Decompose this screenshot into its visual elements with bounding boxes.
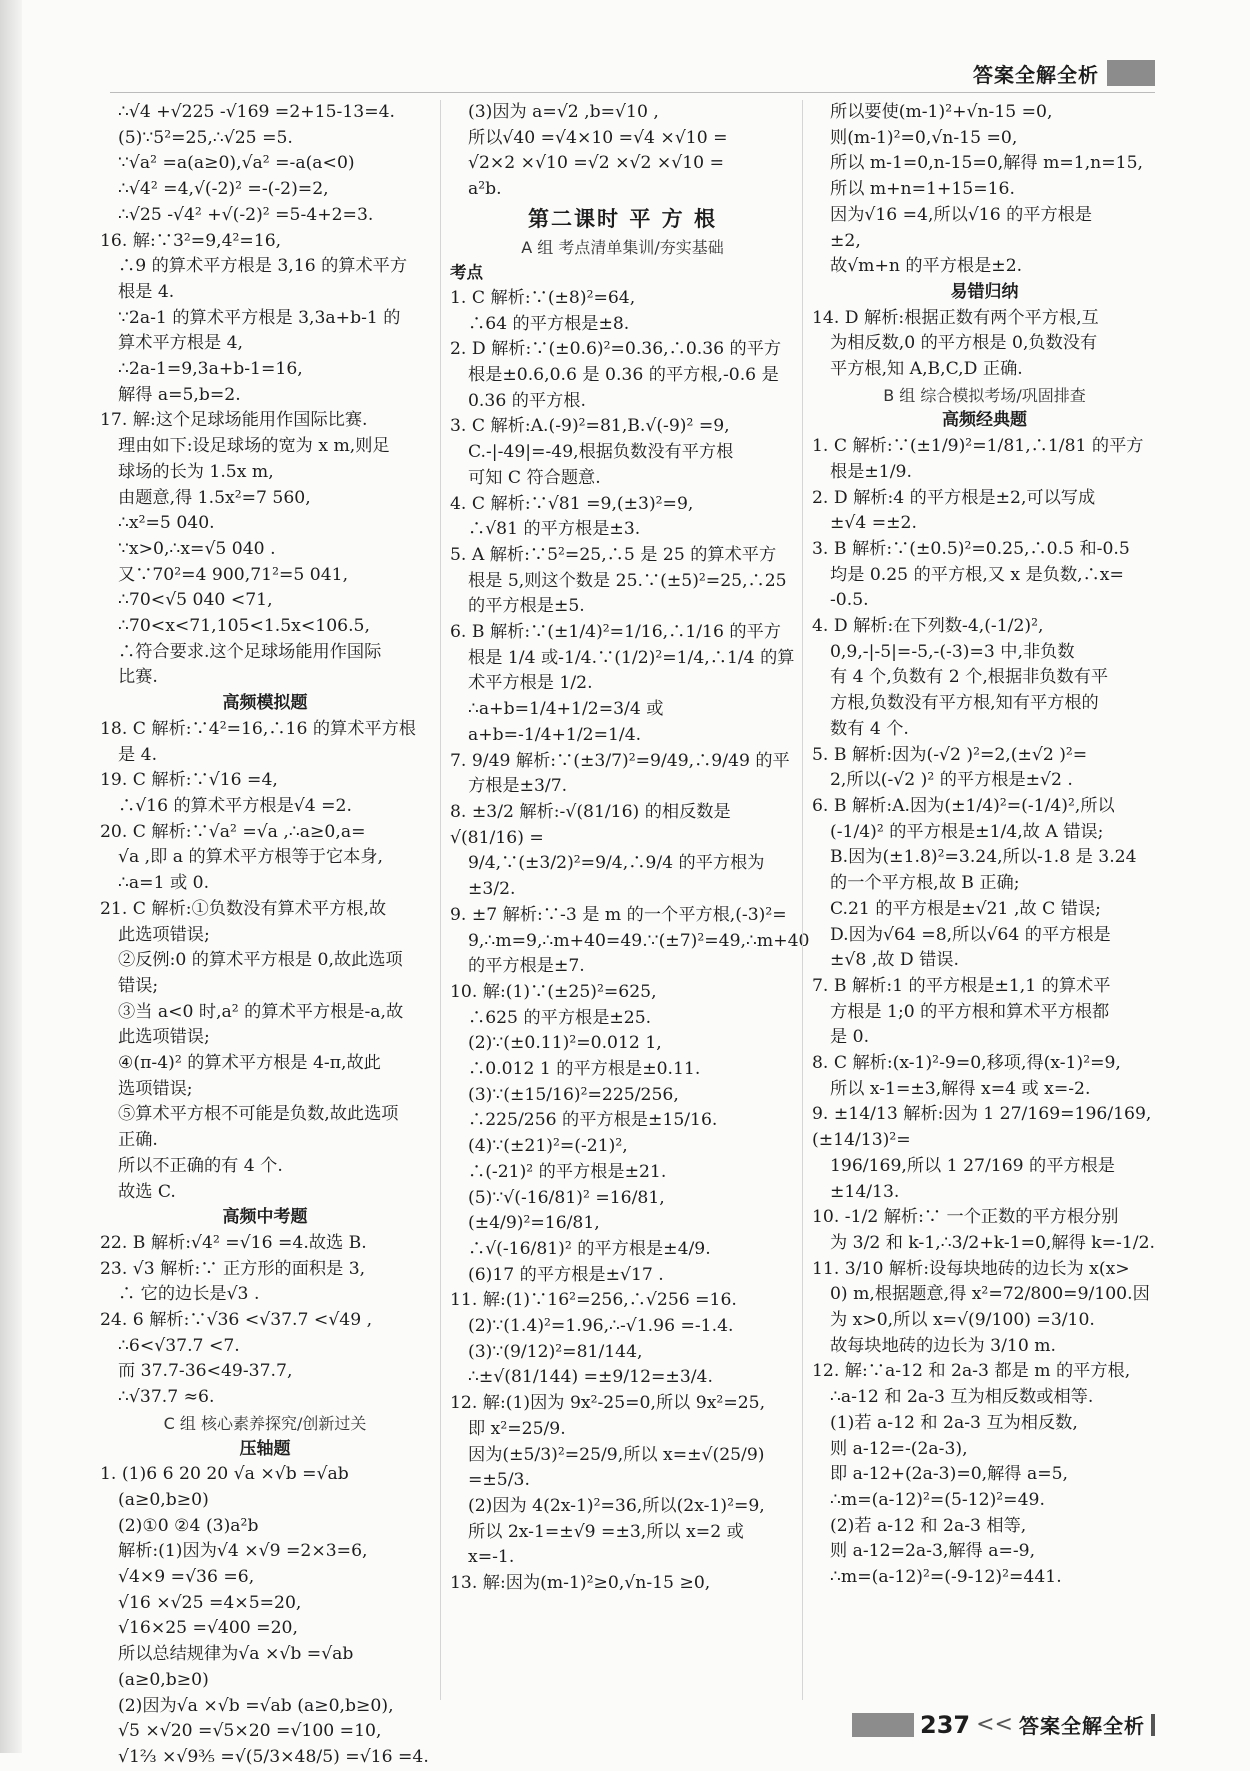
text-line: ∴225/256 的平方根是±15/16. — [468, 1110, 718, 1131]
column-divider — [440, 100, 441, 1700]
text-line: C.-|-49|=-49,根据负数没有平方根 — [468, 442, 734, 463]
text-line: 10. 解:(1)∵(±25)²=625, — [450, 981, 657, 1002]
text-line: 所以 x-1=±3,解得 x=4 或 x=-2. — [830, 1078, 1091, 1099]
text-line: 5. A 解析:∵5²=25,∴5 是 25 的算术平方 — [450, 544, 777, 565]
section-heading: 考点 — [450, 263, 483, 283]
text-line: (3)∵(9/12)²=81/144, — [468, 1341, 643, 1362]
text-line: ∴64 的平方根是±8. — [468, 313, 630, 334]
text-line: 均是 0.25 的平方根,又 x 是负数,∴x= — [830, 564, 1124, 585]
text-line: 可知 C 符合题意. — [468, 467, 601, 488]
text-line: ∴√25 -√4² +√(-2)² =5-4+2=3. — [118, 204, 374, 225]
text-line: (a≥0,b≥0) — [118, 1669, 209, 1690]
text-line: ∴70<√5 040 <71, — [118, 590, 273, 611]
text-line: 3. B 解析:∵(±0.5)²=0.25,∴0.5 和-0.5 — [812, 538, 1130, 559]
text-line: 所以 m+n=1+15=16. — [830, 179, 1015, 200]
text-line: 为 x>0,所以 x=√(9/100) =3/10. — [830, 1310, 1095, 1331]
text-line: 又∵70²=4 900,71²=5 041, — [118, 564, 349, 585]
text-line: ∴√4² =4,√(-2)² =-(-2)=2, — [118, 179, 329, 200]
text-line: 8. ±3/2 解析:-√(81/16) 的相反数是√(81/16) = — [450, 801, 731, 848]
text-line: 则 a-12=-(2a-3), — [830, 1438, 968, 1459]
text-line: C.21 的平方根是±√21 ,故 C 错误; — [830, 898, 1101, 919]
text-line: 3. C 解析:A.(-9)²=81,B.√(-9)² =9, — [450, 416, 730, 437]
page-binding-edge — [0, 0, 22, 1753]
text-line: ∴m=(a-12)²=(5-12)²=49. — [830, 1489, 1045, 1510]
section-heading: B 组 综合模拟考场/巩固排查 — [883, 385, 1086, 405]
text-line: 0,9,-|-5|=-5,-(-3)=3 中,非负数 — [830, 641, 1075, 662]
text-line: 故每块地砖的边长为 3/10 m. — [830, 1335, 1056, 1356]
text-line: ∴a-12 和 2a-3 互为相反数或相等. — [830, 1387, 1094, 1408]
header-title: 答案全解全析 — [973, 62, 1099, 87]
text-line: ∴√(-16/81)² 的平方根是±4/9. — [468, 1238, 711, 1259]
text-line: 12. 解:∵a-12 和 2a-3 都是 m 的平方根, — [812, 1361, 1131, 1382]
text-line: ∵2a-1 的算术平方根是 3,3a+b-1 的 — [118, 307, 401, 328]
section-heading: C 组 核心素养探究/创新过关 — [163, 1413, 367, 1433]
text-line: 0.36 的平方根. — [468, 390, 586, 411]
text-line: 方根是±3/7. — [468, 776, 568, 797]
text-line: √16×25 =√400 =20, — [118, 1618, 298, 1639]
text-line: 9/4,∵(±3/2)²=9/4,∴9/4 的平方根为±3/2. — [468, 853, 765, 900]
text-line: 根是 4. — [118, 281, 175, 302]
text-line: 9. ±7 解析:∵-3 是 m 的一个平方根,(-3)²= — [450, 904, 787, 925]
text-line: 5. B 解析:因为(-√2 )²=2,(±√2 )²= — [812, 744, 1088, 765]
text-line: ∴ 它的边长是√3 . — [118, 1284, 260, 1305]
text-line: 196/169,所以 1 27/169 的平方根是±14/13. — [830, 1155, 1115, 1202]
text-line: 6. B 解析:∵(±1/4)²=1/16,∴1/16 的平方 — [450, 622, 781, 643]
text-line: -0.5. — [830, 590, 869, 611]
text-line: a²b. — [468, 179, 502, 200]
text-line: ∴625 的平方根是±25. — [468, 1007, 652, 1028]
text-line: (2)∵(1.4)²=1.96,∴-√1.96 =-1.4. — [468, 1316, 734, 1337]
text-line: 7. 9/49 解析:∵(±3/7)²=9/49,∴9/49 的平 — [450, 750, 790, 771]
text-line: (3)因为 a=√2 ,b=√10 , — [468, 102, 659, 122]
text-line: 2,所以(-√2 )² 的平方根是±√2 . — [830, 770, 1073, 791]
text-line: 2. D 解析:4 的平方根是±2,可以写成 — [812, 487, 1096, 508]
text-line: 4. D 解析:在下列数-4,(-1/2)², — [812, 616, 1044, 637]
text-line: 则(m-1)²=0,√n-15 =0, — [830, 127, 1018, 148]
text-line: 即 x²=25/9. — [468, 1418, 566, 1439]
text-line: 10. -1/2 解析:∵ 一个正数的平方根分别 — [812, 1207, 1119, 1228]
text-line: ∴a=1 或 0. — [118, 873, 210, 894]
text-line: 因为(±5/3)²=25/9,所以 x=±√(25/9) =±5/3. — [468, 1444, 770, 1491]
text-line: 根是±0.6,0.6 是 0.36 的平方根,-0.6 是 — [468, 365, 779, 386]
text-line: (3)∵(±15/16)²=225/256, — [468, 1084, 679, 1105]
text-line: 的平方根是±5. — [468, 596, 585, 617]
text-line: ⑤算术平方根不可能是负数,故此选项 — [118, 1104, 399, 1125]
text-line: 0) m,根据题意,得 x²=72/800=9/100.因 — [830, 1284, 1150, 1305]
text-line: ∴√37.7 ≈6. — [118, 1387, 215, 1408]
text-line: 理由如下:设足球场的宽为 x m,则足 — [118, 436, 390, 457]
text-line: √16 ×√25 =4×5=20, — [118, 1592, 302, 1613]
text-line: 解得 a=5,b=2. — [118, 384, 241, 405]
text-line: 11. 3/10 解析:设每块地砖的边长为 x(x> — [812, 1258, 1130, 1279]
text-line: 比赛. — [118, 667, 158, 688]
text-line: ∴√16 的算术平方根是√4 =2. — [118, 795, 352, 816]
text-line: 解析:(1)因为√4 ×√9 =2×3=6, — [118, 1541, 368, 1562]
text-line: 所以要使(m-1)²+√n-15 =0, — [830, 102, 1053, 122]
text-line: 13. 解:因为(m-1)²≥0,√n-15 ≥0, — [450, 1573, 711, 1594]
text-line: 18. C 解析:∵4²=16,∴16 的算术平方根 — [100, 718, 416, 739]
text-line: 1. C 解析:∵(±8)²=64, — [450, 287, 636, 308]
text-line: ③当 a<0 时,a² 的算术平方根是-a,故 — [118, 1001, 404, 1022]
text-line: (6)17 的平方根是±√17 . — [468, 1264, 664, 1285]
page-header — [973, 58, 1155, 88]
text-line: 为相反数,0 的平方根是 0,负数没有 — [830, 333, 1098, 354]
text-line: 是 0. — [830, 1027, 870, 1048]
text-line: 根是±1/9. — [830, 461, 912, 482]
text-line: 此选项错误; — [118, 1027, 210, 1048]
column-right — [812, 100, 1157, 1591]
text-line: 错误; — [118, 975, 159, 996]
text-line: ∴符合要求.这个足球场能用作国际 — [118, 641, 382, 662]
text-line: ④(π-4)² 的算术平方根是 4-π,故此 — [118, 1053, 381, 1074]
text-line: 2. D 解析:∵(±0.6)²=0.36,∴0.36 的平方 — [450, 339, 782, 360]
text-line: 故√m+n 的平方根是±2. — [830, 256, 1023, 277]
text-line: ±√8 ,故 D 错误. — [830, 950, 959, 971]
chevron-left-icon: << — [976, 1712, 1013, 1737]
text-line: 所以不正确的有 4 个. — [118, 1155, 283, 1176]
text-line: (2)①0 ②4 (3)a²b — [118, 1515, 259, 1536]
text-line: 14. D 解析:根据正数有两个平方根,互 — [812, 307, 1099, 328]
column-divider — [802, 100, 803, 1700]
text-line: 6. B 解析:A.因为(±1/4)²=(-1/4)²,所以 — [812, 795, 1115, 816]
text-line: √5 ×√20 =√5×20 =√100 =10, — [118, 1721, 382, 1742]
text-line: (2)若 a-12 和 2a-3 相等, — [830, 1515, 1027, 1536]
text-line: 24. 6 解析:∵√36 <√37.7 <√49 , — [100, 1310, 373, 1331]
text-line: B.因为(±1.8)²=3.24,所以-1.8 是 3.24 — [830, 847, 1137, 868]
text-line: 方根是 1;0 的平方根和算术平方根都 — [830, 1001, 1110, 1022]
text-line: 的平方根是±7. — [468, 956, 585, 977]
text-line: √2×2 ×√10 =√2 ×√2 ×√10 = — [468, 153, 724, 174]
text-line: ∴2a-1=9,3a+b-1=16, — [118, 359, 303, 380]
text-line: ∴6<√37.7 <7. — [118, 1335, 240, 1356]
text-line: (a≥0,b≥0) — [118, 1489, 209, 1510]
page-footer — [852, 1710, 1155, 1739]
text-line: 由题意,得 1.5x²=7 560, — [118, 487, 311, 508]
text-line: ∴m=(a-12)²=(-9-12)²=441. — [830, 1567, 1062, 1588]
text-line: 球场的长为 1.5x m, — [118, 461, 274, 482]
text-line: 23. √3 解析:∵ 正方形的面积是 3, — [100, 1258, 366, 1279]
text-line: 16. 解:∵3²=9,4²=16, — [100, 230, 282, 251]
text-line: 所以√40 =√4×10 =√4 ×√10 = — [468, 127, 728, 148]
text-line: 方根,负数没有平方根,知有平方根的 — [830, 693, 1099, 714]
footer-decor-block — [852, 1713, 914, 1737]
section-heading: 易错归纳 — [950, 281, 1019, 302]
column-middle — [450, 100, 810, 1597]
text-line: (2)因为√a ×√b =√ab (a≥0,b≥0), — [118, 1695, 394, 1716]
text-line: (2)因为 4(2x-1)²=36,所以(2x-1)²=9, — [468, 1495, 765, 1516]
section-heading: 第二课时 平 方 根 — [528, 206, 717, 231]
text-line: 选项错误; — [118, 1078, 193, 1099]
text-line: 为 3/2 和 k-1,∴3/2+k-1=0,解得 k=-1/2. — [830, 1232, 1155, 1253]
text-line: (1)若 a-12 和 2a-3 互为相反数, — [830, 1412, 1078, 1433]
text-line: 9. ±14/13 解析:因为 1 27/169=196/169,(±14/13)²= — [812, 1104, 1152, 1151]
text-line: ∴a+b=1/4+1/2=3/4 或 a+b=-1/4+1/2=1/4. — [468, 699, 669, 745]
text-line: 1. (1)6 6 20 20 √a ×√b =√ab — [100, 1464, 349, 1485]
text-line: 11. 解:(1)∵16²=256,∴√256 =16. — [450, 1290, 737, 1311]
text-line: 因为√16 =4,所以√16 的平方根是 — [830, 204, 1093, 225]
text-line: 正确. — [118, 1130, 158, 1151]
text-line: 21. C 解析:①负数没有算术平方根,故 — [100, 898, 387, 919]
text-line: 9,∴m=9,∴m+40=49.∵(±7)²=49,∴m+40 — [468, 930, 810, 951]
text-line: ∴9 的算术平方根是 3,16 的算术平方 — [118, 256, 408, 277]
section-heading: 高频经典题 — [942, 410, 1027, 431]
text-line: √4×9 =√36 =6, — [118, 1567, 255, 1588]
text-line: 所以 m-1=0,n-15=0,解得 m=1,n=15, — [830, 153, 1143, 174]
text-line: 是 4. — [118, 744, 158, 765]
text-line: ∴√81 的平方根是±3. — [468, 519, 641, 540]
text-line: 1. C 解析:∵(±1/9)²=1/81,∴1/81 的平方 — [812, 436, 1144, 457]
text-line: 平方根,知 A,B,C,D 正确. — [830, 359, 1023, 380]
text-line: 12. 解:(1)因为 9x²-25=0,所以 9x²=25, — [450, 1393, 766, 1414]
section-heading: A 组 考点清单集训/夯实基础 — [521, 237, 724, 257]
text-line: 即 a-12+(2a-3)=0,解得 a=5, — [830, 1464, 1068, 1485]
text-line: 17. 解:这个足球场能用作国际比赛. — [100, 410, 368, 431]
section-heading: 压轴题 — [239, 1438, 291, 1459]
text-line: 所以总结规律为√a ×√b =√ab — [118, 1644, 354, 1665]
header-rule — [110, 92, 1155, 93]
text-line: 数有 4 个. — [830, 718, 909, 739]
text-line: 而 37.7-36<49-37.7, — [118, 1361, 293, 1382]
text-line: √a ,即 a 的算术平方根等于它本身, — [118, 847, 384, 868]
text-line: 根是 5,则这个数是 25.∵(±5)²=25,∴25 — [468, 570, 787, 591]
text-line: (2)∵(±0.11)²=0.012 1, — [468, 1033, 662, 1054]
text-line: (4)∵(±21)²=(-21)², — [468, 1136, 628, 1157]
text-line: ∴0.012 1 的平方根是±0.11. — [468, 1059, 701, 1080]
text-line: ∴√4 +√225 -√169 =2+15-13=4. — [118, 102, 396, 122]
text-line: ∵√a² =a(a≥0),√a² =-a(a<0) — [118, 153, 355, 174]
text-line: 则 a-12=2a-3,解得 a=-9, — [830, 1541, 1036, 1562]
text-line: 的一个平方根,故 B 正确; — [830, 873, 1020, 894]
text-line: ∴x²=5 040. — [118, 513, 215, 534]
text-line: 8. C 解析:(x-1)²-9=0,移项,得(x-1)²=9, — [812, 1053, 1121, 1074]
text-line: (5)∵5²=25,∴√25 =5. — [118, 127, 293, 148]
text-line: 所以 2x-1=±√9 =±3,所以 x=2 或 x=-1. — [468, 1521, 750, 1568]
text-line: √1⅔ ×√9⅗ =√(5/3×48/5) =√16 =4. — [118, 1747, 429, 1767]
text-line: 算术平方根是 4, — [118, 333, 243, 354]
text-line: ∴(-21)² 的平方根是±21. — [468, 1161, 667, 1182]
text-line: 22. B 解析:√4² =√16 =4.故选 B. — [100, 1232, 367, 1253]
text-line: ∴70<x<71,105<1.5x<106.5, — [118, 616, 370, 637]
text-line: (5)∵√(-16/81)² =16/81,(±4/9)²=16/81, — [468, 1187, 665, 1234]
text-line: 19. C 解析:∵√16 =4, — [100, 770, 278, 791]
text-line: 4. C 解析:∵√81 =9,(±3)²=9, — [450, 493, 694, 514]
text-line: ±√4 =±2. — [830, 513, 917, 534]
footer-title: 答案全解全析 — [1019, 1714, 1145, 1738]
text-line: D.因为√64 =8,所以√64 的平方根是 — [830, 924, 1111, 945]
text-line: 7. B 解析:1 的平方根是±1,1 的算术平 — [812, 975, 1111, 996]
column-left — [100, 100, 430, 1771]
header-decor-block — [1107, 60, 1155, 86]
section-heading: 高频中考题 — [222, 1207, 308, 1228]
text-line: 此选项错误; — [118, 924, 210, 945]
text-line: 20. C 解析:∵√a² =√a ,∴a≥0,a= — [100, 821, 366, 842]
text-line: ∵x>0,∴x=√5 040 . — [118, 538, 276, 559]
text-line: 有 4 个,负数有 2 个,根据非负数有平 — [830, 667, 1109, 688]
text-line: 根是 1/4 或-1/4.∵(1/2)²=1/4,∴1/4 的算 — [468, 647, 795, 668]
page-number: 237 — [920, 1710, 971, 1739]
text-line: 术平方根是 1/2. — [468, 673, 593, 694]
text-line: (-1/4)² 的平方根是±1/4,故 A 错误; — [830, 821, 1104, 842]
text-line: 故选 C. — [118, 1181, 176, 1202]
section-heading: 高频模拟题 — [222, 693, 308, 714]
text-line: ±2, — [830, 230, 861, 251]
footer-decor-bar — [1151, 1714, 1155, 1736]
text-line: ∴±√(81/144) =±9/12=±3/4. — [468, 1367, 713, 1388]
text-line: ②反例:0 的算术平方根是 0,故此选项 — [118, 950, 403, 971]
